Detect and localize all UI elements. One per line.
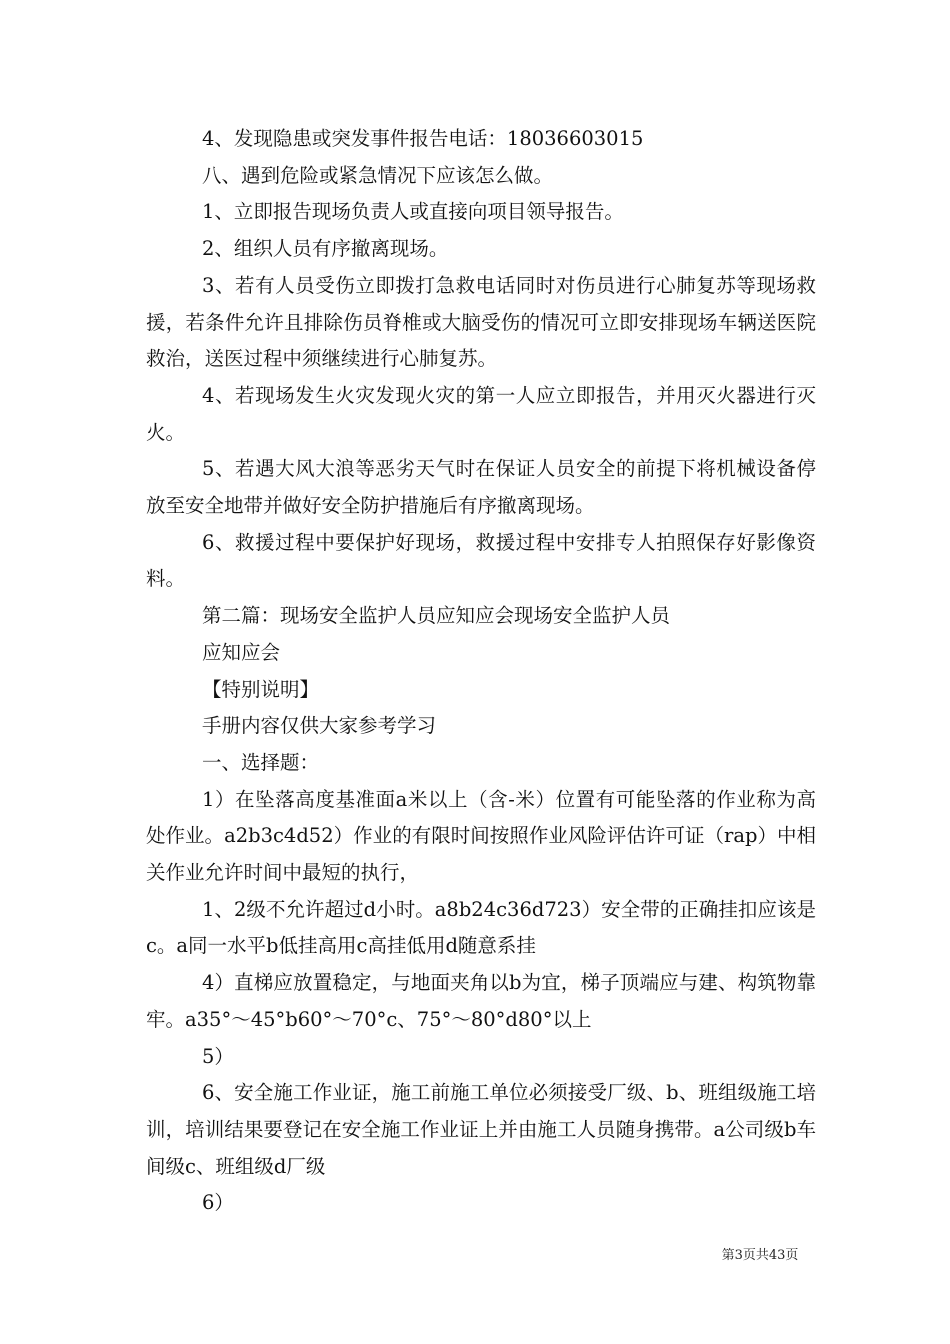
special-note-heading: 【特别说明】 — [202, 677, 320, 701]
question-6: 6） — [202, 1191, 234, 1215]
document-body — [146, 121, 816, 1222]
section-heading-choice: 一、选择题： — [202, 750, 320, 774]
paragraph-step-4: 4、若现场发生火灾发现火灾的第一人应立即报告，并用灭火器进行灭火。 — [146, 383, 816, 444]
paragraph-step-1: 1、立即报告现场负责人或直接向项目领导报告。 — [202, 200, 624, 224]
question-5: 5） — [202, 1044, 234, 1068]
question-1-2: 1）在坠落高度基准面a米以上（含-米）位置有可能坠落的作业称为高处作业。a2b3c4d52）作业的有限时间按照作业风险评估许可证（rap）中相关作业允许时间中最短的执行， — [146, 787, 816, 885]
special-note-text: 手册内容仅供大家参考学习 — [202, 714, 437, 738]
paragraph-step-6: 6、救援过程中要保护好现场，救援过程中安排专人拍照保存好影像资料。 — [146, 530, 816, 591]
chapter-title-continued: 应知应会 — [202, 640, 281, 664]
paragraph-step-2: 2、组织人员有序撤离现场。 — [202, 237, 449, 261]
paragraph-report-phone: 4、发现隐患或突发事件报告电话：18036603015 — [202, 127, 644, 150]
question-6-text: 6、安全施工作业证，施工前施工单位必须接受厂级、b、班组级施工培训，培训结果要登记在安全施工作业证上并由施工人员随身携带。a公司级b车间级c、班组级d厂级 — [146, 1081, 816, 1178]
question-4: 4）直梯应放置稳定，与地面夹角以b为宜，梯子顶端应与建、构筑物靠牢。a35°～45°b60°～70°c、75°～80°d80°以上 — [146, 971, 816, 1031]
section-heading-emergency: 八、遇到危险或紧急情况下应该怎么做。 — [202, 163, 554, 187]
page-number-footer: 第3页共43页 — [721, 1248, 799, 1263]
paragraph-step-3: 3、若有人员受伤立即拨打急救电话同时对伤员进行心肺复苏等现场救援，若条件允许且排除伤员脊椎或大脑受伤的情况可立即安排现场车辆送医院救治，送医过程中须继续进行心肺复苏。 — [146, 273, 816, 371]
question-2-3: 1、2级不允许超过d小时。a8b24c36d723）安全带的正确挂扣应该是c。a同一水平b低挂高用c高挂低用d随意系挂 — [146, 897, 816, 958]
paragraph-step-5: 5、若遇大风大浪等恶劣天气时在保证人员安全的前提下将机械设备停放至安全地带并做好安全防护措施后有序撤离现场。 — [146, 457, 816, 518]
chapter-title: 第二篇：现场安全监护人员应知应会现场安全监护人员 — [202, 604, 671, 628]
